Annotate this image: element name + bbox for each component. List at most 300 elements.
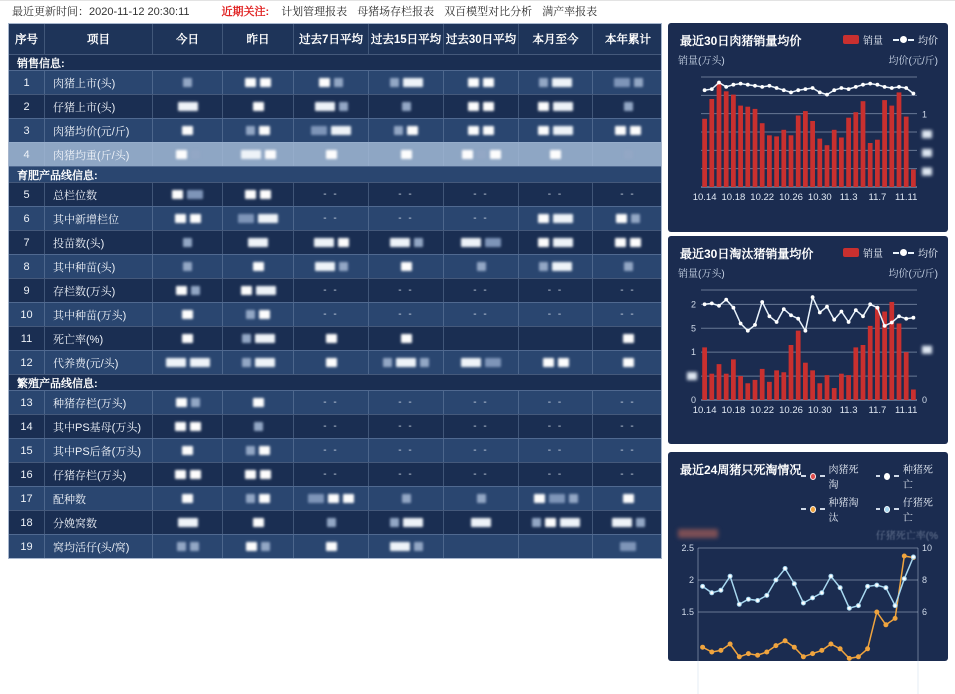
- redacted-value: [265, 150, 276, 159]
- redacted-value: [616, 214, 627, 223]
- row-number: 15: [9, 439, 45, 462]
- redacted-value: [383, 358, 392, 367]
- right-axis-name: 均价(元/斤): [888, 56, 938, 67]
- redacted-value: [390, 238, 410, 247]
- value-cell: [444, 143, 519, 166]
- redacted-value: [261, 542, 270, 551]
- row-label: 分娩窝数: [45, 511, 153, 534]
- redacted-value: [623, 334, 634, 343]
- column-header-6: 过去30日平均: [444, 24, 519, 54]
- redacted-value: [553, 126, 573, 135]
- redacted-value: [485, 238, 501, 247]
- row-number: 12: [9, 351, 45, 374]
- table-row[interactable]: [9, 94, 661, 118]
- value-cell: [294, 439, 369, 462]
- value-cell: [223, 463, 294, 486]
- legend-item-均价[interactable]: [893, 245, 938, 260]
- redacted-value: [483, 78, 494, 87]
- redacted-value: [255, 358, 275, 367]
- redacted-value: [326, 542, 337, 551]
- redacted-value: [334, 78, 343, 87]
- redacted-value: [190, 542, 199, 551]
- row-label: 投苗数(头): [45, 231, 153, 254]
- value-cell: [519, 391, 593, 414]
- value-cell: [294, 415, 369, 438]
- value-cell: [519, 183, 593, 206]
- value-cell: [294, 511, 369, 534]
- redacted-value: [468, 102, 479, 111]
- value-cell: [153, 391, 223, 414]
- value-cell: [369, 391, 444, 414]
- redacted-value: [183, 262, 192, 271]
- value-cell: [223, 207, 294, 230]
- value-cell: [519, 351, 593, 374]
- value-cell: [519, 143, 593, 166]
- svg-text:11.7: 11.7: [868, 192, 887, 203]
- row-label: 仔猪存栏(万头): [45, 463, 153, 486]
- value-cell: [294, 119, 369, 142]
- value-cell: [153, 95, 223, 118]
- redacted-value: [560, 518, 580, 527]
- not-applicable-dash: - -: [473, 285, 489, 296]
- redacted-value: [538, 102, 549, 111]
- value-cell: [294, 463, 369, 486]
- redacted-value: [552, 78, 572, 87]
- value-cell: [444, 351, 519, 374]
- redacted-value: [553, 102, 573, 111]
- value-cell: [593, 255, 663, 278]
- not-applicable-dash: - -: [323, 469, 339, 480]
- panel-title: 最近30日淘汰猪销量均价: [680, 247, 814, 261]
- value-cell: [294, 71, 369, 94]
- legend-dot-icon: [810, 473, 816, 480]
- value-cell: [153, 535, 223, 558]
- svg-text:2: 2: [690, 299, 696, 310]
- value-cell: [223, 255, 294, 278]
- redacted-value: [624, 150, 633, 159]
- value-cell: [153, 119, 223, 142]
- redacted-value: [538, 238, 549, 247]
- redacted-value: [471, 518, 491, 527]
- report-link-1[interactable]: 母猪场存栏报表: [357, 6, 435, 18]
- value-cell: [593, 231, 663, 254]
- redacted-value: [319, 78, 330, 87]
- mortality-chart: [668, 544, 948, 694]
- svg-text:10.22: 10.22: [750, 405, 775, 416]
- row-number: 16: [9, 463, 45, 486]
- section-row: 销售信息:: [9, 54, 661, 70]
- legend-item-仔猪死亡[interactable]: [876, 494, 938, 524]
- value-cell: [369, 351, 444, 374]
- redacted-value: [545, 518, 556, 527]
- svg-text:11.11: 11.11: [895, 405, 918, 416]
- report-link-0[interactable]: 计划管理报表: [281, 6, 348, 18]
- row-number: 7: [9, 231, 45, 254]
- legend-item-销量[interactable]: [843, 245, 883, 260]
- value-cell: [519, 279, 593, 302]
- not-applicable-dash: - -: [473, 213, 489, 224]
- value-cell: [593, 351, 663, 374]
- table-row[interactable]: [9, 302, 661, 326]
- redacted-value: [175, 470, 186, 479]
- not-applicable-dash: - -: [398, 421, 414, 432]
- redacted-value: [390, 542, 410, 551]
- redacted-value: [182, 446, 193, 455]
- redacted-value: [401, 334, 412, 343]
- updated-time-value: 2020-11-12 20:30:11: [89, 6, 190, 18]
- value-cell: [593, 71, 663, 94]
- legend-item-均价[interactable]: [893, 32, 938, 47]
- value-cell: [369, 535, 444, 558]
- cull-pig-sales-price-panel: [668, 236, 948, 444]
- value-cell: [369, 439, 444, 462]
- redacted-value: [553, 238, 573, 247]
- table-row[interactable]: [9, 254, 661, 278]
- svg-text:10.30: 10.30: [807, 192, 832, 203]
- value-cell: [519, 487, 593, 510]
- value-cell: [294, 327, 369, 350]
- value-cell: [444, 303, 519, 326]
- table-header-row: [9, 24, 661, 54]
- redacted-value: [331, 126, 351, 135]
- value-cell: [153, 327, 223, 350]
- value-cell: [153, 143, 223, 166]
- redacted-value: [339, 102, 348, 111]
- legend-item-销量[interactable]: [843, 32, 883, 47]
- value-cell: [593, 511, 663, 534]
- legend-label: 肉猪死淘: [828, 465, 859, 491]
- svg-text:10.26: 10.26: [779, 192, 803, 203]
- redacted-value: [259, 494, 270, 503]
- value-cell: [223, 327, 294, 350]
- bars-group: [702, 83, 916, 188]
- redacted-value: [177, 542, 186, 551]
- not-applicable-dash: - -: [398, 285, 414, 296]
- line-dot-swatch-icon: [893, 36, 914, 43]
- redacted-value: [558, 358, 569, 367]
- redacted-value: [191, 398, 200, 407]
- redacted-value: [636, 518, 645, 527]
- redacted-value: [245, 78, 256, 87]
- redacted-value: [245, 470, 256, 479]
- table-row[interactable]: [9, 230, 661, 254]
- right-axis-name: 均价(元/斤): [888, 269, 938, 280]
- row-number: 17: [9, 487, 45, 510]
- redacted-value: [339, 262, 348, 271]
- legend-label: 均价: [918, 249, 938, 260]
- row-number: 19: [9, 535, 45, 558]
- value-cell: [444, 279, 519, 302]
- table-row[interactable]: [9, 414, 661, 438]
- series-line-种猪淘汰: [703, 556, 914, 658]
- not-applicable-dash: - -: [473, 469, 489, 480]
- redacted-value: [338, 238, 349, 247]
- svg-text:11.3: 11.3: [839, 405, 858, 416]
- svg-text:10.22: 10.22: [750, 192, 775, 203]
- legend-label: 销量: [863, 249, 883, 260]
- svg-text:10.26: 10.26: [779, 405, 803, 416]
- not-applicable-dash: - -: [547, 421, 564, 432]
- value-cell: [593, 143, 663, 166]
- report-links: [281, 3, 607, 19]
- redacted-value: [328, 494, 339, 503]
- pig-sales-price-panel: [668, 23, 948, 232]
- not-applicable-dash: - -: [323, 285, 339, 296]
- value-cell: [519, 95, 593, 118]
- redacted-value: [483, 102, 494, 111]
- redacted-value: [190, 214, 201, 223]
- redacted-value: [183, 78, 192, 87]
- redacted-value: [308, 494, 324, 503]
- legend-line-icon: [820, 475, 824, 477]
- row-number: 13: [9, 391, 45, 414]
- redacted-value: [246, 494, 255, 503]
- value-cell: [444, 207, 519, 230]
- redacted-value: [461, 238, 481, 247]
- value-cell: [153, 231, 223, 254]
- legend-item-种猪死亡[interactable]: [876, 461, 938, 491]
- value-cell: [153, 415, 223, 438]
- legend-item-种猪淘汰[interactable]: [801, 494, 863, 524]
- redacted-value: [175, 214, 186, 223]
- legend-label: 销量: [863, 36, 883, 47]
- not-applicable-dash: - -: [547, 397, 564, 408]
- left-axis-name: 销量(万头): [678, 269, 725, 280]
- recent-focus-label: 近期关注:: [221, 6, 270, 18]
- table-row-selected[interactable]: [9, 142, 661, 166]
- row-number: 1: [9, 71, 45, 94]
- top-bar: [0, 1, 955, 21]
- row-number: 14: [9, 415, 45, 438]
- table-row[interactable]: [9, 182, 661, 206]
- redacted-value: [315, 102, 335, 111]
- redacted-value: [311, 126, 327, 135]
- redacted-value: [477, 494, 486, 503]
- not-applicable-dash: - -: [398, 397, 414, 408]
- redacted-value: [624, 102, 633, 111]
- legend-line-icon: [894, 475, 898, 477]
- legend-item-肉猪死淘[interactable]: [801, 461, 863, 491]
- redacted-value: [327, 518, 336, 527]
- redacted-value: [552, 262, 572, 271]
- bar-swatch-icon: [843, 35, 859, 44]
- value-cell: [223, 303, 294, 326]
- redacted-value: [634, 78, 643, 87]
- row-label: 肉猪均重(斤/头): [45, 143, 153, 166]
- redacted-value: [242, 358, 251, 367]
- not-applicable-dash: - -: [547, 445, 564, 456]
- legend-dot-icon: [884, 506, 890, 513]
- not-applicable-dash: - -: [398, 213, 414, 224]
- value-cell: [593, 535, 663, 558]
- row-label: 仔猪上市(头): [45, 95, 153, 118]
- value-cell: [294, 183, 369, 206]
- value-cell: [369, 511, 444, 534]
- row-label: 种猪存栏(万头): [45, 391, 153, 414]
- not-applicable-dash: - -: [473, 421, 489, 432]
- value-cell: [593, 463, 663, 486]
- redacted-value: [539, 78, 548, 87]
- left-axis-name: 销量(万头): [678, 56, 725, 67]
- value-cell: [593, 303, 663, 326]
- redacted-value: [401, 262, 412, 271]
- not-applicable-dash: - -: [620, 445, 636, 456]
- svg-text:10.14: 10.14: [692, 192, 717, 203]
- redacted-value: [462, 150, 473, 159]
- redacted-value: [477, 150, 486, 159]
- value-cell: [593, 415, 663, 438]
- table-row[interactable]: [9, 510, 661, 534]
- redacted-value: [402, 494, 411, 503]
- not-applicable-dash: - -: [323, 213, 339, 224]
- redacted-value: [468, 78, 479, 87]
- redacted-value: [549, 494, 565, 503]
- value-cell: [519, 231, 593, 254]
- not-applicable-dash: - -: [398, 469, 414, 480]
- redacted-value: [246, 310, 255, 319]
- legend-line-icon: [876, 475, 880, 477]
- column-header-2: 今日: [153, 24, 223, 54]
- price-line: [705, 297, 914, 331]
- redacted-value: [630, 238, 641, 247]
- row-number: 5: [9, 183, 45, 206]
- legend-label: 仔猪死亡: [902, 498, 933, 524]
- svg-text:10.14: 10.14: [692, 405, 717, 416]
- table-row[interactable]: [9, 118, 661, 142]
- table-row[interactable]: [9, 390, 661, 414]
- value-cell: [294, 303, 369, 326]
- table-row[interactable]: [9, 326, 661, 350]
- report-table: [8, 23, 662, 559]
- value-cell: [519, 71, 593, 94]
- not-applicable-dash: - -: [323, 445, 339, 456]
- value-cell: [153, 351, 223, 374]
- value-cell: [153, 303, 223, 326]
- row-number: 2: [9, 95, 45, 118]
- value-cell: [444, 535, 519, 558]
- value-cell: [294, 207, 369, 230]
- value-cell: [294, 231, 369, 254]
- redacted-value: [260, 470, 271, 479]
- value-cell: [519, 327, 593, 350]
- table-row[interactable]: [9, 462, 661, 486]
- value-cell: [593, 279, 663, 302]
- redacted-value: [246, 542, 257, 551]
- section-row: 繁殖产品线信息:: [9, 374, 661, 390]
- redacted-value: [253, 262, 264, 271]
- redacted-value: [254, 422, 263, 431]
- redacted-value: [390, 78, 399, 87]
- value-cell: [444, 119, 519, 142]
- redacted-value: [255, 334, 275, 343]
- redacted-value: [182, 494, 193, 503]
- svg-text:2.5: 2.5: [681, 543, 694, 553]
- value-cell: [294, 487, 369, 510]
- table-row[interactable]: [9, 278, 661, 302]
- chart-legend: [801, 461, 938, 524]
- svg-text:10: 10: [922, 543, 933, 553]
- legend-dot-icon: [884, 473, 890, 480]
- redacted-value: [182, 334, 193, 343]
- value-cell: [369, 415, 444, 438]
- redacted-value: [403, 518, 423, 527]
- not-applicable-dash: - -: [620, 397, 636, 408]
- redacted-value: [259, 126, 270, 135]
- redacted-value: [176, 286, 187, 295]
- redacted-value: [182, 310, 193, 319]
- redacted-value: [468, 126, 479, 135]
- report-link-2[interactable]: 双百模型对比分析: [444, 6, 533, 18]
- redacted-value: [314, 238, 334, 247]
- chart-legend: [843, 245, 938, 260]
- not-applicable-dash: - -: [620, 189, 636, 200]
- redacted-value: [166, 358, 186, 367]
- report-table-body: [9, 54, 661, 558]
- legend-line-icon: [801, 475, 805, 477]
- table-row[interactable]: [9, 350, 661, 374]
- not-applicable-dash: - -: [398, 189, 414, 200]
- value-cell: [444, 511, 519, 534]
- axis-names: [668, 524, 948, 542]
- table-row[interactable]: [9, 486, 661, 510]
- table-row[interactable]: [9, 438, 661, 462]
- redacted-value: [402, 102, 411, 111]
- row-label: 代养费(元/头): [45, 351, 153, 374]
- row-number: 3: [9, 119, 45, 142]
- not-applicable-dash: - -: [547, 285, 564, 296]
- legend-label: 种猪淘汰: [828, 498, 859, 524]
- redacted-value: [315, 262, 335, 271]
- value-cell: [294, 535, 369, 558]
- redacted-value: [461, 358, 481, 367]
- redacted-value: [245, 190, 256, 199]
- redacted-value: [190, 470, 201, 479]
- value-cell: [153, 511, 223, 534]
- redacted-value: [259, 446, 270, 455]
- redacted-value: [532, 518, 541, 527]
- value-cell: [153, 71, 223, 94]
- redacted-value: [190, 358, 210, 367]
- not-applicable-dash: - -: [620, 421, 636, 432]
- redacted-value: [620, 542, 636, 551]
- value-cell: [369, 487, 444, 510]
- redacted-value: [414, 542, 423, 551]
- value-cell: [294, 255, 369, 278]
- report-link-3[interactable]: 满产率报表: [542, 6, 598, 18]
- value-cell: [294, 351, 369, 374]
- redacted-value: [191, 286, 200, 295]
- table-row[interactable]: [9, 534, 661, 558]
- value-cell: [223, 415, 294, 438]
- redacted-value: [246, 126, 255, 135]
- value-cell: [593, 119, 663, 142]
- table-row[interactable]: [9, 70, 661, 94]
- redacted-value: [246, 446, 255, 455]
- redacted-value: [253, 518, 264, 527]
- redacted-value: [483, 126, 494, 135]
- value-cell: [223, 71, 294, 94]
- value-cell: [444, 415, 519, 438]
- value-cell: [593, 183, 663, 206]
- svg-text:8: 8: [922, 575, 928, 585]
- value-cell: [153, 183, 223, 206]
- column-header-4: 过去7日平均: [294, 24, 369, 54]
- section-row: 育肥产品线信息:: [9, 166, 661, 182]
- value-cell: [444, 183, 519, 206]
- not-applicable-dash: - -: [547, 189, 564, 200]
- table-row[interactable]: [9, 206, 661, 230]
- value-cell: [294, 143, 369, 166]
